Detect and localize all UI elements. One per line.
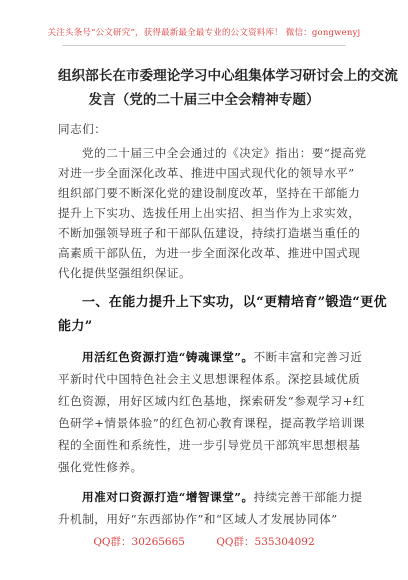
paragraph-text: 持续完善干部能力提	[253, 490, 363, 504]
qq-group-1: QQ群：30265665	[93, 536, 185, 548]
paragraph-lead: 用准对口资源打造“增智课堂”。	[82, 490, 254, 504]
paragraph-line: 组织部门要不断深化党的建设制度改革，坚持在干部能力	[58, 186, 361, 200]
paragraph-line: 升机制，用好“东西部协作”和“区域人才发展协同体”	[58, 512, 338, 526]
salutation: 同志们：	[58, 122, 107, 136]
paragraph-text: 不断丰富和完善习近	[253, 350, 363, 364]
paragraph-line: 对进一步全面深化改革、推进中国式现代化的领导水平”	[58, 166, 355, 180]
paragraph-line: 强化党性修养。	[58, 460, 143, 474]
paragraph-line: 代化提供坚强组织保证。	[58, 266, 192, 280]
paragraph-line: 提升上下实功、选拔任用上出实招、担当作为上求实效，	[58, 206, 361, 220]
paragraph-line: 平新时代中国特色社会主义思想课程体系。深挖县域优质	[58, 372, 361, 386]
paragraph-line: 程的全面性和系统性，进一步引导党员干部筑牢思想根基	[58, 438, 361, 452]
banner-divider	[62, 45, 346, 46]
paragraph-line: 高素质干部队伍，为进一步全面深化改革、推进中国式现	[58, 246, 361, 260]
title-line-2: 发言（党的二十届三中全会精神专题）	[88, 92, 320, 108]
title-line-1: 组织部长在市委理论学习中心组集体学习研讨会上的交流	[58, 68, 398, 84]
heading-line: 一、在能力提升上下实功，以“更精培育”锻造“更优	[82, 295, 388, 310]
paragraph-line	[82, 490, 362, 504]
paragraph-line: 不断加强领导班子和干部队伍建设，持续打造堪当重任的	[58, 226, 361, 240]
top-banner: 关注头条号“公文研究”，获得最新最全最专业的公文资料库！ 微信：gongwenyj	[47, 28, 361, 38]
footer-contacts	[0, 534, 408, 549]
heading-line: 能力”	[58, 319, 93, 334]
paragraph-line	[82, 350, 362, 364]
paragraph-line: 红色资源，用好区域内红色基地，探索研发“参观学习+红	[58, 394, 365, 408]
paragraph-line: 色研学+情景体验”的红色初心教育课程，提高教学培训课	[58, 416, 365, 430]
paragraph-line: 党的二十届三中全会通过的《决定》指出：要“提高党	[82, 146, 367, 160]
paragraph-lead: 用活红色资源打造“铸魂课堂”。	[82, 350, 254, 364]
qq-group-2: QQ群：535304092	[216, 536, 315, 548]
